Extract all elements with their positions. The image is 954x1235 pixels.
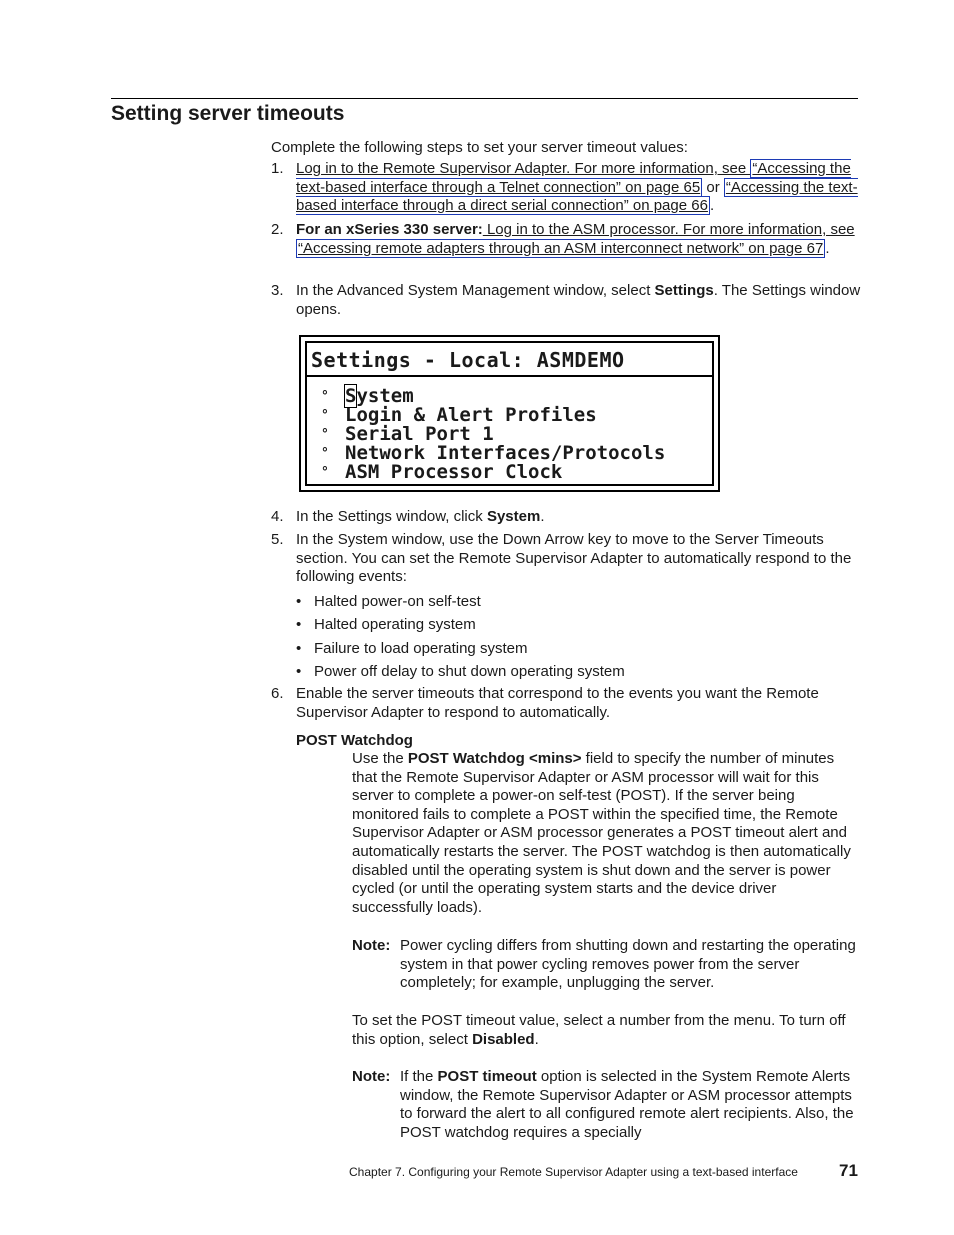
- terminal-menu: [321, 387, 665, 482]
- description-text-a: Use the: [352, 750, 408, 767]
- step-3-bold: Settings: [654, 282, 714, 299]
- events-list: [296, 590, 625, 683]
- terminal-menu-item-label: ASM Processor Clock: [345, 461, 563, 483]
- terminal-divider: [307, 375, 712, 377]
- step-2: [271, 221, 861, 258]
- or-text: or: [702, 178, 724, 196]
- step-1-link-lead[interactable]: Log in to the Remote Supervisor Adapter. For more information, see: [296, 160, 751, 177]
- step-4-bold: System: [486, 508, 541, 525]
- note-power-cycling: [352, 937, 860, 993]
- note-label: Note:: [352, 937, 391, 954]
- step-number: 1.: [271, 160, 284, 177]
- intro-paragraph: Complete the following steps to set your server timeout values:: [271, 139, 688, 156]
- list-item: • Halted operating system: [296, 613, 625, 636]
- note-text-a: If the: [400, 1068, 438, 1085]
- asm-interconnect-link[interactable]: “Accessing remote adapters through an ASM interconnect network” on page 67: [298, 239, 824, 257]
- list-item: • Halted power-on self-test: [296, 590, 625, 613]
- step-3: [271, 282, 861, 319]
- step-3-text-a: In the Advanced System Management window, select: [296, 282, 655, 299]
- terminal-menu-item[interactable]: [321, 463, 665, 482]
- post-watchdog-term: POST Watchdog: [296, 732, 413, 749]
- terminal-menu-item-label: ystem: [356, 385, 414, 407]
- step-4: [271, 508, 861, 527]
- serial-connection-link[interactable]: “Accessing the text-based interface through a direct serial connection” on page 66: [296, 178, 858, 215]
- note-label: Note:: [352, 1068, 391, 1085]
- step-5-text: In the System window, use the Down Arrow key to move to the Server Timeouts section. You can set the Remote Supervisor Adapter to automatically respond to the following events:: [296, 531, 852, 586]
- section-heading: Setting server timeouts: [111, 102, 345, 125]
- paragraph-bold: Disabled: [472, 1030, 535, 1048]
- page-number: 71: [839, 1161, 858, 1180]
- step-number: 3.: [271, 282, 284, 299]
- step-number: 6.: [271, 685, 284, 702]
- footer-chapter: Chapter 7. Configuring your Remote Supervisor Adapter using a text-based interface: [349, 1165, 798, 1179]
- note-bold: POST timeout: [437, 1068, 537, 1085]
- bullet-icon: °: [321, 389, 329, 404]
- step-6-text: Enable the server timeouts that correspond to the events you want the Remote Supervisor Adapter to respond to automatically.: [296, 685, 819, 721]
- note-text: [400, 1068, 860, 1142]
- terminal-menu-item-label: Login & Alert Profiles: [345, 404, 597, 426]
- bullet-icon: °: [321, 427, 329, 442]
- post-watchdog-description: [352, 750, 860, 917]
- step-2-link-lead[interactable]: Log in to the ASM processor. For more information, see: [482, 221, 855, 238]
- terminal-frame: [305, 341, 714, 486]
- bullet-icon: °: [321, 465, 329, 480]
- list-item: • Failure to load operating system: [296, 637, 625, 660]
- period: .: [825, 239, 830, 257]
- terminal-menu-item-label: Serial Port 1: [345, 423, 494, 445]
- terminal-menu-item-label: Network Interfaces/Protocols: [345, 442, 666, 464]
- step-number: 4.: [271, 508, 284, 525]
- description-bold: POST Watchdog <mins>: [407, 750, 582, 767]
- step-6: [271, 685, 861, 722]
- telnet-connection-link[interactable]: “Accessing the text-based interface through a Telnet connection” on page 65: [296, 160, 851, 196]
- terminal-title: Settings - Local: ASMDEMO: [311, 348, 625, 372]
- step-4-text-a: In the Settings window, click: [296, 508, 487, 525]
- list-item: • Power off delay to shut down operating system: [296, 660, 625, 683]
- paragraph-text-b: .: [534, 1030, 539, 1048]
- step-4-text-b: .: [540, 508, 545, 525]
- note-text: Power cycling differs from shutting down and restarting the operating system in that power cycling removes power from the server completely; for example, unplugging the server.: [400, 937, 856, 992]
- bullet-icon: °: [321, 446, 329, 461]
- post-timeout-paragraph: [352, 1012, 860, 1049]
- note-text-b: option is selected in the System Remote Alerts window, the Remote Supervisor Adapter or ASM processor attempts to forward the alert to all configured remote alert recipients. Also, the POST watchdog requires a specially: [400, 1068, 854, 1141]
- settings-terminal-screenshot: [299, 335, 720, 492]
- step-3-text-b: . The Settings window opens.: [296, 282, 861, 318]
- description-text-b: field to specify the number of minutes that the Remote Supervisor Adapter or ASM processor will wait for this server to complete a power-on self-test (POST). If the server being monitored fails to complete a POST within the specified time, the Remote Supervisor Adapter or ASM processor generates a POST timeout alert and automatically restarts the server. The POST watchdog is then automatically disabled until the operating system is shut down and the server is power cycled (or until the operating system starts and the device driver successfully loads).: [352, 750, 851, 916]
- step-number: 2.: [271, 221, 284, 238]
- period: .: [709, 197, 715, 215]
- heading-rule: [111, 98, 858, 99]
- step-1: [271, 160, 861, 216]
- step-5: [271, 531, 861, 587]
- bullet-icon: °: [321, 408, 329, 423]
- paragraph-text-a: To set the POST timeout value, select a number from the menu. To turn off this option, select: [352, 1012, 846, 1048]
- step-2-bold: For an xSeries 330 server:: [296, 221, 483, 238]
- text-cursor: S: [345, 385, 357, 407]
- note-post-timeout: [352, 1068, 860, 1142]
- step-number: 5.: [271, 531, 284, 548]
